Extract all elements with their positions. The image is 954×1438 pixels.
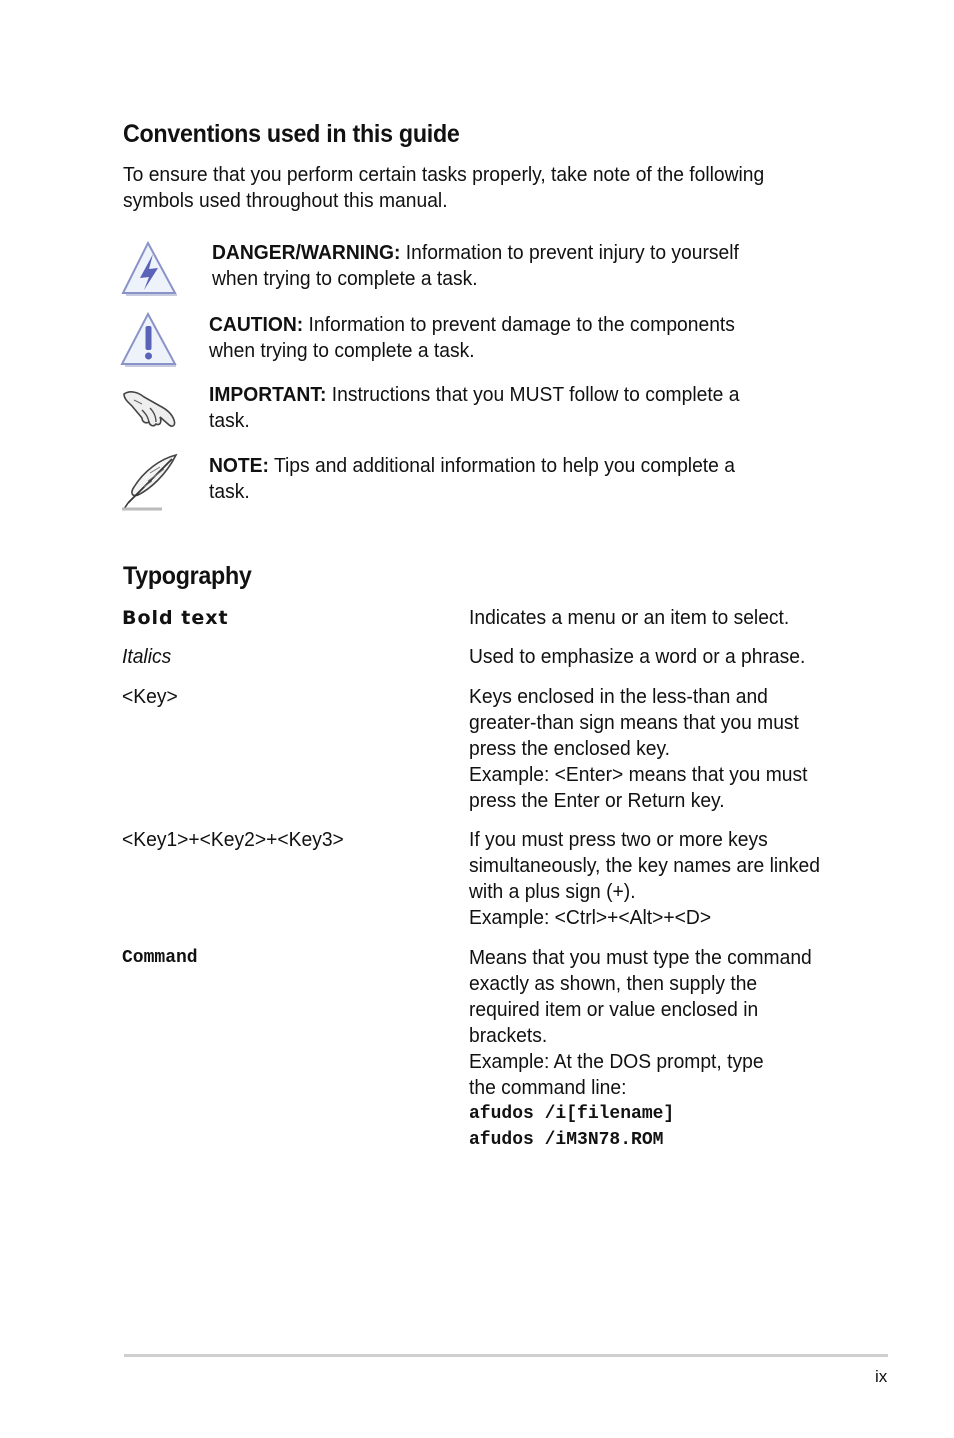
convention-caution: CAUTION: Information to prevent damage to the components when trying to complete a task.	[120, 312, 840, 382]
term-command: Command	[122, 948, 198, 968]
conventions-heading: Conventions used in this guide	[123, 120, 460, 148]
term-bold-text: Bold text	[122, 607, 229, 629]
term-key: <Key>	[122, 685, 178, 708]
hand-important-icon	[120, 382, 180, 442]
page-number: ix	[875, 1367, 888, 1386]
term-italics: Italics	[122, 645, 172, 668]
term-key-combo: <Key1>+<Key2>+<Key3>	[122, 828, 344, 851]
footer-divider	[124, 1354, 888, 1357]
desc-key: Keys enclosed in the less-than and greater-than sign means that you must press the enclosed key. Example: <Enter> means that you must press the Enter or Return key.	[469, 685, 808, 812]
desc-bold-text: Indicates a menu or an item to select.	[469, 606, 790, 629]
convention-danger-warning: DANGER/WARNING: Information to prevent injury to yourself when trying to complete a task.	[120, 240, 840, 310]
quill-note-icon	[120, 453, 180, 513]
desc-key-combo: If you must press two or more keys simultaneously, the key names are linked with a plus sign (+). Example: <Ctrl>+<Alt>+<D>	[469, 828, 820, 929]
command-example-line: afudos /iM3N78.ROM	[469, 1130, 664, 1150]
typography-heading: Typography	[123, 562, 252, 590]
command-example-line: afudos /i[filename]	[469, 1104, 675, 1124]
lightning-warning-icon	[120, 240, 180, 300]
exclamation-caution-icon	[120, 312, 180, 372]
command-examples	[469, 1101, 674, 1153]
convention-important: IMPORTANT: Instructions that you MUST follow to complete a task.	[120, 382, 840, 452]
conventions-intro: To ensure that you perform certain tasks properly, take note of the following symbols used throughout this manual.	[123, 163, 765, 212]
desc-italics: Used to emphasize a word or a phrase.	[469, 645, 806, 668]
convention-note: NOTE: Tips and additional information to help you complete a task.	[120, 453, 840, 523]
desc-command: Means that you must type the command exactly as shown, then supply the required item or value enclosed in brackets. Example: At the DOS prompt, type the command line:	[469, 946, 812, 1099]
